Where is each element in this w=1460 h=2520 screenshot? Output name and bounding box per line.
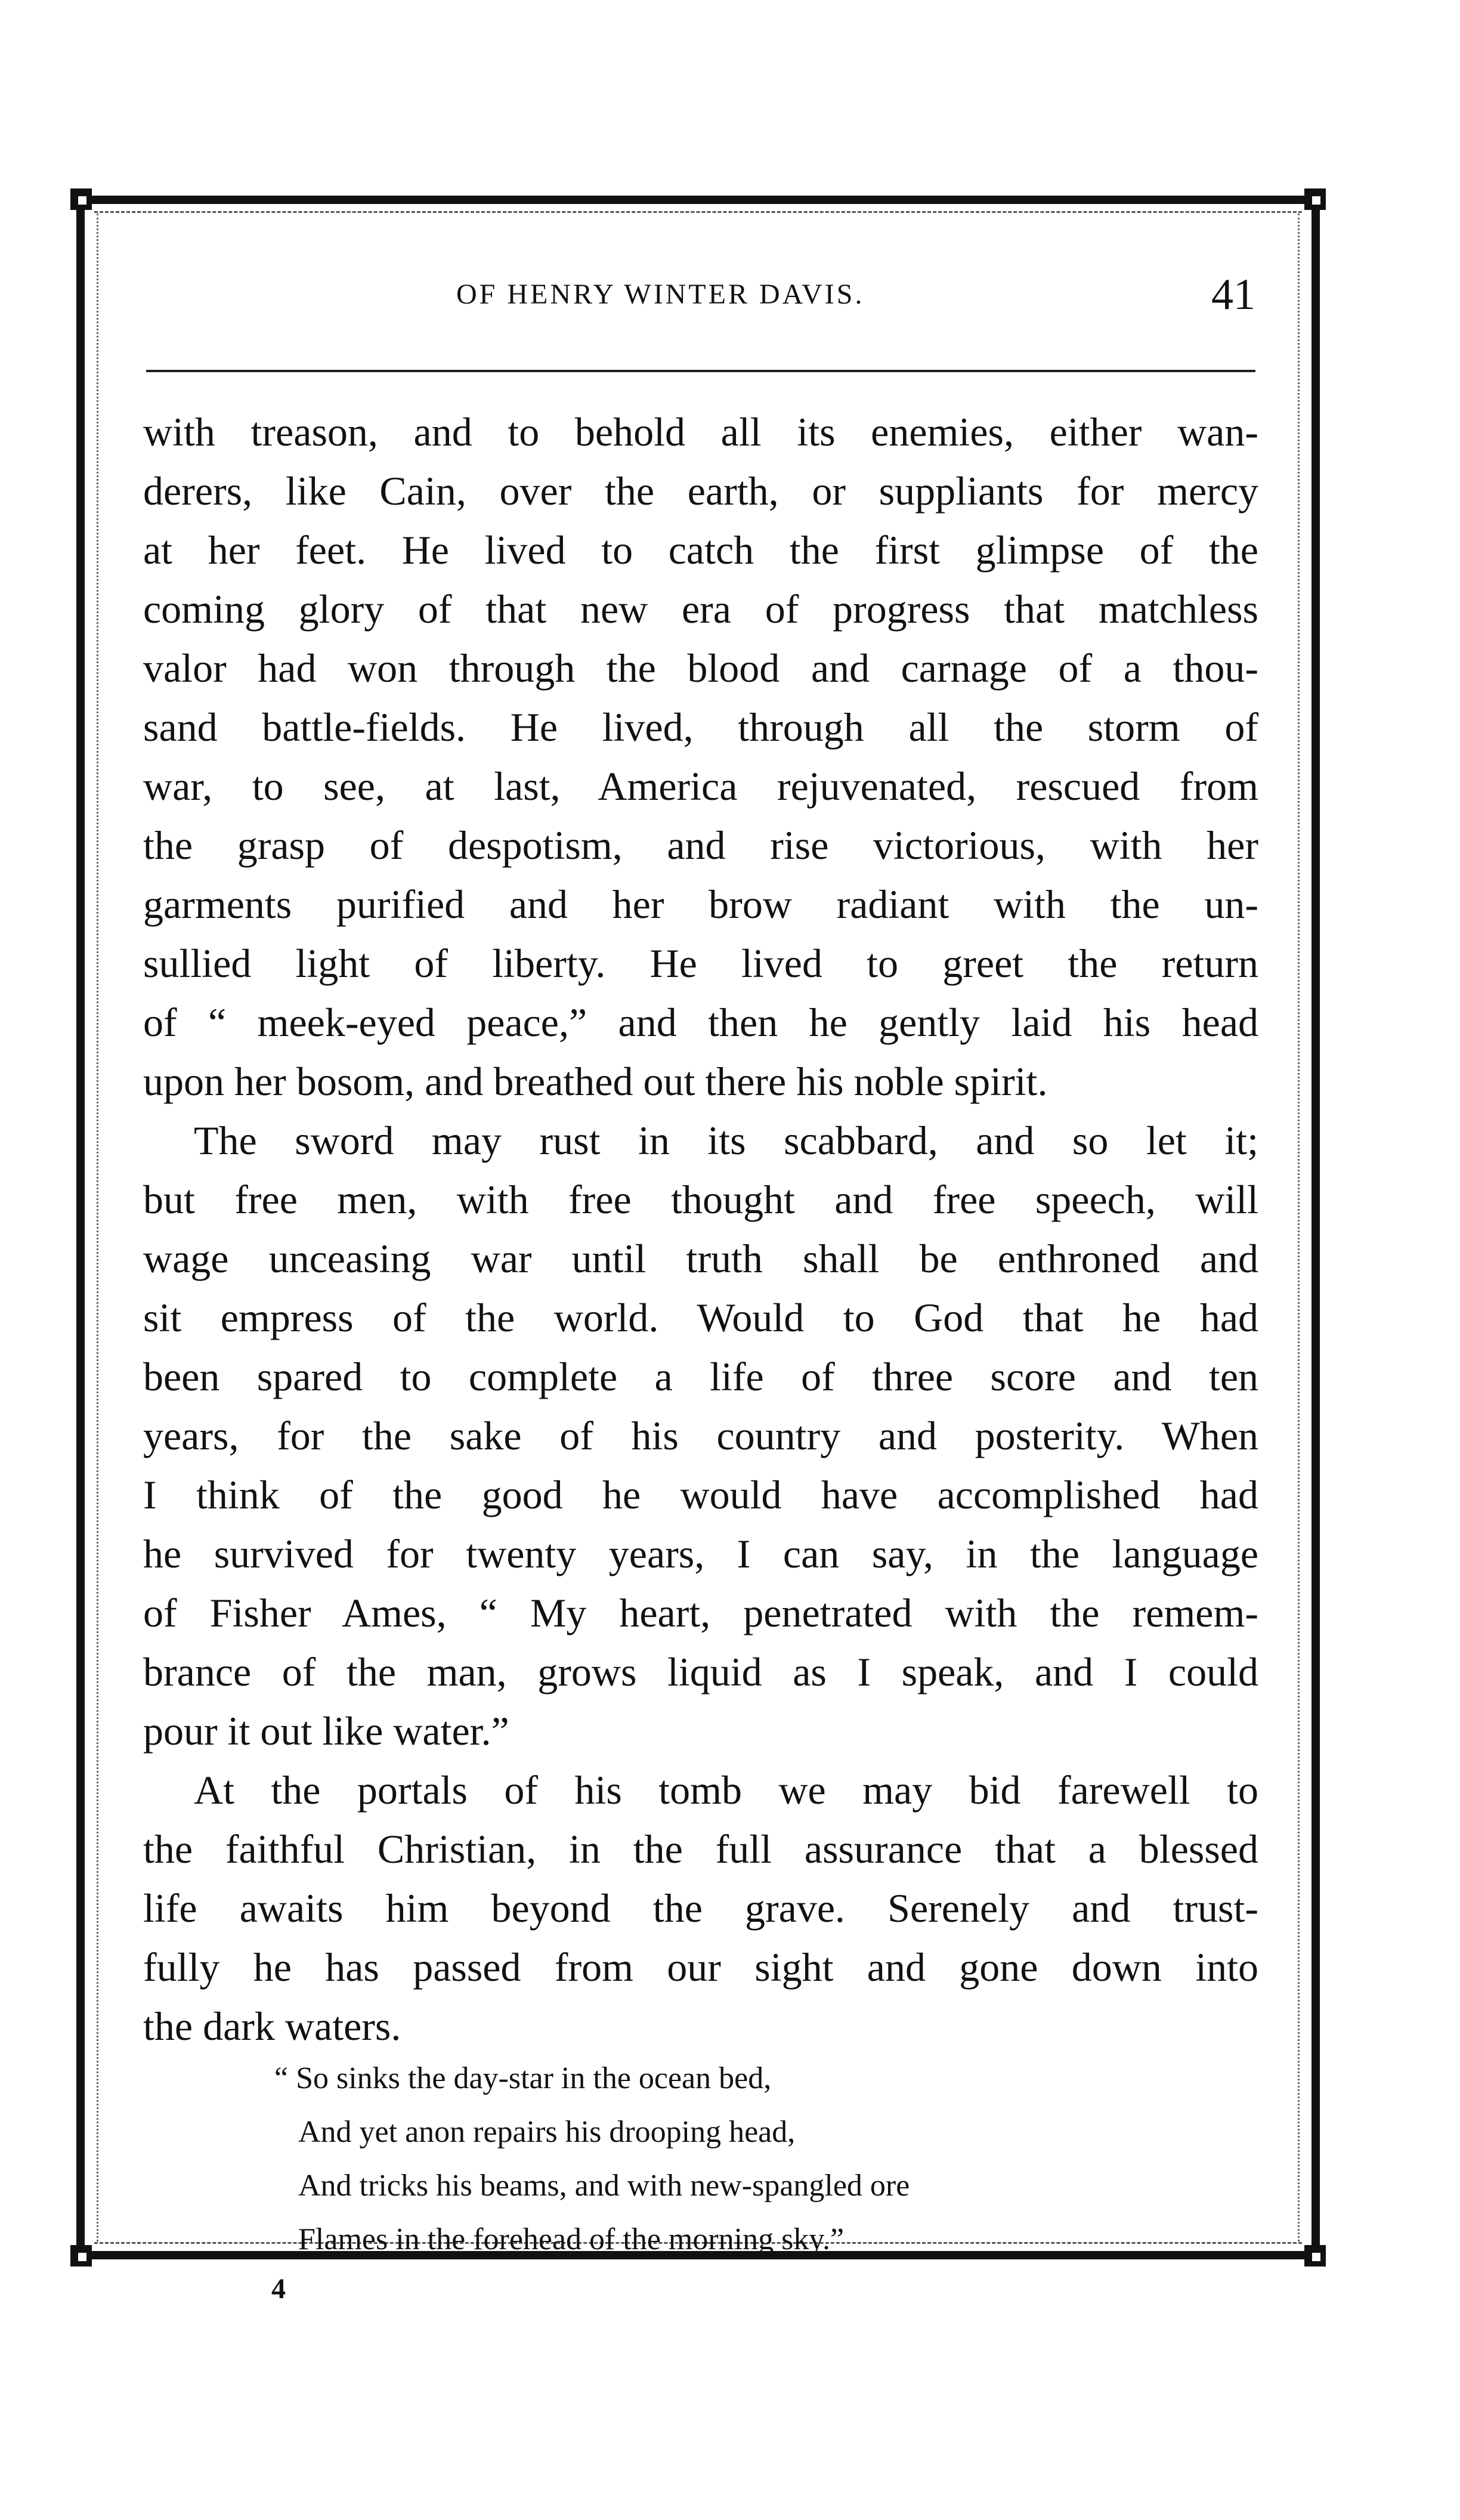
text-line: the dark waters.: [143, 2003, 401, 2049]
text-line: war, to see, at last, America rejuvenated, rescued from: [143, 763, 1258, 809]
text-line: fully he has passed from our sight and gone down into: [143, 1944, 1258, 1990]
body-text: [143, 403, 1258, 2056]
verse-line: “ So sinks the day-star in the ocean bed,: [274, 2061, 772, 2095]
border-inner-left-rule: [97, 214, 98, 2241]
corner-ornament-icon: [70, 2245, 92, 2267]
paragraph-first-line: At the portals of his tomb we may bid farewell to: [194, 1767, 1258, 1813]
text-line: valor had won through the blood and carnage of a thou-: [143, 645, 1258, 691]
verse-quotation: [274, 2052, 1169, 2267]
border-left-rule: [76, 196, 85, 2259]
corner-ornament-icon: [70, 188, 92, 210]
text-line: at her feet. He lived to catch the first glimpse of the: [143, 527, 1258, 573]
corner-ornament-icon: [1304, 2245, 1326, 2267]
verse-line: And tricks his beams, and with new-spangled ore: [298, 2169, 910, 2203]
text-line: pour it out like water.”: [143, 1708, 509, 1754]
text-line: the grasp of despotism, and rise victorious, with her: [143, 823, 1258, 868]
border-top-rule: [76, 196, 1320, 204]
text-line: brance of the man, grows liquid as I speak, and I could: [143, 1649, 1258, 1695]
text-line: the faithful Christian, in the full assurance that a blessed: [143, 1826, 1258, 1872]
text-line: garments purified and her brow radiant with the un-: [143, 882, 1258, 927]
text-line: upon her bosom, and breathed out there his noble spirit.: [143, 1059, 1048, 1104]
border-right-rule: [1311, 196, 1320, 2259]
paragraph-first-line: The sword may rust in its scabbard, and so let it;: [194, 1118, 1258, 1163]
verse-line: Flames in the forehead of the morning sky.”: [298, 2222, 845, 2256]
text-line: sand battle-fields. He lived, through all the storm of: [143, 704, 1258, 750]
text-line: been spared to complete a life of three score and ten: [143, 1354, 1258, 1399]
text-line: derers, like Cain, over the earth, or suppliants for mercy: [143, 468, 1258, 514]
text-line: sullied light of liberty. He lived to greet the return: [143, 941, 1258, 986]
text-line: wage unceasing war until truth shall be enthroned and: [143, 1236, 1258, 1281]
signature-mark: 4: [271, 2273, 286, 2305]
text-line: I think of the good he would have accomplished had: [143, 1472, 1258, 1517]
text-line: coming glory of that new era of progress that matchless: [143, 586, 1258, 632]
text-line: sit empress of the world. Would to God that he had: [143, 1295, 1258, 1340]
text-line: with treason, and to behold all its enemies, either wan-: [143, 409, 1258, 454]
running-head-title: OF HENRY WINTER DAVIS.: [456, 279, 865, 310]
running-head-rule: [146, 370, 1255, 372]
text-line: he survived for twenty years, I can say, in the language: [143, 1531, 1258, 1576]
border-inner-right-rule: [1298, 214, 1300, 2241]
verse-line: And yet anon repairs his drooping head,: [298, 2115, 796, 2149]
text-line: but free men, with free thought and free speech, will: [143, 1177, 1258, 1222]
corner-ornament-icon: [1304, 188, 1326, 210]
text-line: of “ meek-eyed peace,” and then he gently laid his head: [143, 1000, 1258, 1045]
page-number: 41: [1211, 270, 1255, 319]
border-inner-top-rule: [94, 211, 1302, 213]
text-line: life awaits him beyond the grave. Serenely and trust-: [143, 1885, 1258, 1931]
running-head: [146, 270, 1255, 322]
text-line: years, for the sake of his country and posterity. When: [143, 1413, 1258, 1458]
text-line: of Fisher Ames, “ My heart, penetrated with the remem-: [143, 1590, 1258, 1635]
